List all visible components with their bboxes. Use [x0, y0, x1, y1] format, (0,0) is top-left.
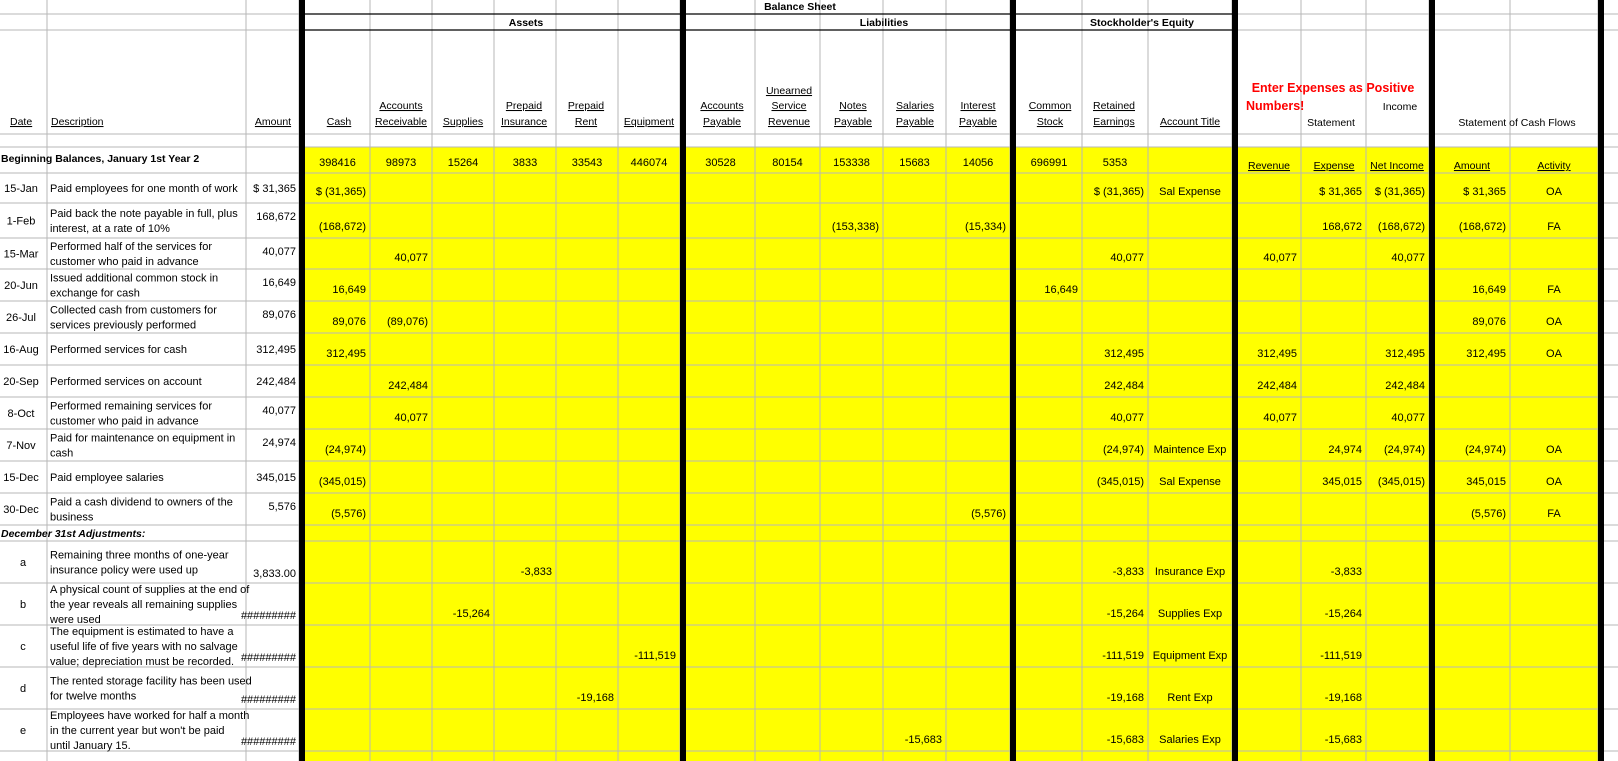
row-amount: 40,077: [262, 405, 296, 417]
row-description: Collected cash from customers for: [50, 304, 217, 317]
row-salaries: -15,683: [904, 734, 942, 746]
header-interest-2: Payable: [959, 116, 997, 128]
row-ni: 40,077: [1391, 252, 1425, 264]
row-description: Employees have worked for half a month: [50, 710, 250, 722]
row-activity: FA: [1547, 508, 1561, 520]
row-rev: 312,495: [1257, 348, 1297, 360]
row-activity: OA: [1546, 476, 1562, 488]
row-ni: (24,974): [1384, 444, 1425, 456]
row-description: useful life of five years with no salvage: [50, 641, 238, 653]
row-cash: 312,495: [326, 348, 366, 360]
row-rev: 40,077: [1263, 252, 1297, 264]
header-account-title: Account Title: [1159, 116, 1221, 128]
assets-group-header: Assets: [508, 17, 544, 29]
row-cash: (168,672): [318, 221, 366, 233]
row-amount: #########: [240, 610, 296, 622]
row-description: Paid for maintenance on equipment in: [50, 432, 236, 445]
row-amount: 24,974: [262, 437, 296, 449]
beginning-notes: 153338: [833, 157, 870, 169]
header-cf-amount: Amount: [1453, 160, 1491, 172]
header-equipment: Equipment: [623, 116, 675, 128]
row-prent: -19,168: [576, 692, 614, 704]
row-description: The equipment is estimated to have a: [50, 626, 234, 638]
row-date: b: [19, 599, 27, 611]
row-amount: 16,649: [262, 277, 296, 289]
row-description: Paid a cash dividend to owners of the: [50, 496, 233, 509]
row-common: 16,649: [1044, 284, 1078, 296]
expense-warning-line1: Enter Expenses as Positive: [1251, 81, 1415, 95]
cash-flows-label: Statement of Cash Flows: [1458, 117, 1576, 129]
beginning-re: 5353: [1102, 157, 1128, 169]
beginning-prent: 33543: [571, 157, 603, 169]
beginning-equip: 446074: [630, 157, 668, 169]
section-divider: [1598, 0, 1604, 761]
row-date: 15-Mar: [3, 248, 39, 261]
row-date: 8-Oct: [7, 408, 35, 420]
row-notes: (153,338): [831, 221, 879, 233]
row-re: $ (31,365): [1093, 186, 1144, 198]
row-description: A physical count of supplies at the end of: [50, 584, 250, 596]
row-description: customer who paid in advance: [50, 256, 199, 268]
row-ar: (89,076): [387, 316, 428, 328]
row-amount: 40,077: [262, 246, 296, 258]
header-ar-1: Accounts: [379, 100, 423, 112]
row-ni: 40,077: [1391, 412, 1425, 424]
row-re: 40,077: [1110, 412, 1144, 424]
beginning-unearned: 80154: [772, 157, 803, 169]
header-description: Description: [51, 116, 104, 128]
adjustments-label: December 31st Adjustments:: [1, 528, 146, 540]
row-cfa: 312,495: [1466, 348, 1506, 360]
row-exp: -111,519: [1320, 650, 1362, 662]
row-amount: 312,495: [256, 344, 296, 356]
income-label: Income: [1382, 101, 1418, 113]
row-description: the year reveals all remaining supplies: [50, 599, 238, 611]
beginning-ap: 30528: [705, 157, 736, 169]
row-description: exchange for cash: [50, 287, 140, 300]
equity-group-header: Stockholder's Equity: [1089, 17, 1195, 29]
header-prepaid-rent-1: Prepaid: [567, 100, 605, 112]
row-description: services previously performed: [50, 319, 197, 332]
row-re: (345,015): [1096, 476, 1144, 488]
row-re: -15,683: [1106, 734, 1144, 746]
header-date: Date: [10, 116, 33, 128]
row-account-title: Salaries Exp: [1159, 734, 1221, 746]
header-activity: Activity: [1537, 160, 1571, 172]
row-description: in the current year but won't be paid: [50, 725, 225, 737]
row-exp: -3,833: [1330, 566, 1362, 578]
row-description: Performed services for cash: [50, 344, 187, 356]
row-ar: 40,077: [394, 412, 428, 424]
row-interest: (15,334): [965, 221, 1006, 233]
row-exp: -19,168: [1324, 692, 1362, 704]
section-divider: [680, 0, 686, 761]
row-ni: 312,495: [1385, 348, 1425, 360]
row-ni: (345,015): [1377, 476, 1425, 488]
highlight-fill: [1435, 147, 1598, 761]
row-equip: -111,519: [634, 650, 676, 662]
row-description: Issued additional common stock in: [50, 272, 219, 285]
header-ap-2: Payable: [703, 116, 741, 128]
row-date: 15-Dec: [3, 472, 39, 484]
row-account-title: Sal Expense: [1159, 186, 1221, 198]
row-date: 15-Jan: [4, 183, 38, 195]
beginning-ar: 98973: [385, 157, 417, 169]
row-date: c: [20, 641, 26, 653]
row-date: 7-Nov: [6, 440, 36, 452]
header-cash: Cash: [326, 116, 352, 128]
row-date: d: [19, 683, 27, 695]
header-prepaid-ins-1: Prepaid: [505, 100, 543, 112]
section-divider: [1429, 0, 1435, 761]
row-exp: -15,683: [1324, 734, 1362, 746]
section-divider: [299, 0, 305, 761]
row-re: (24,974): [1103, 444, 1144, 456]
row-amount: #########: [240, 736, 296, 748]
row-amount: 242,484: [256, 376, 296, 388]
row-description: Paid back the note payable in full, plus: [50, 208, 238, 220]
beginning-common: 696991: [1030, 157, 1068, 169]
row-description: Performed services on account: [50, 376, 202, 388]
header-unearned-2: Service: [771, 100, 807, 112]
header-unearned-1: Unearned: [765, 85, 813, 97]
header-common-2: Stock: [1036, 116, 1064, 128]
beginning-supplies: 15264: [447, 157, 479, 169]
row-date: e: [19, 725, 27, 737]
header-net-income: Net Income: [1370, 160, 1424, 172]
row-date: 1-Feb: [6, 215, 36, 228]
row-ar: 242,484: [388, 380, 428, 392]
row-description: cash: [50, 447, 74, 460]
row-re: -15,264: [1106, 608, 1144, 620]
header-revenue: Revenue: [1247, 160, 1291, 172]
row-cfa: 16,649: [1472, 284, 1506, 296]
header-notes-2: Payable: [834, 116, 872, 128]
row-description: until January 15.: [50, 740, 131, 752]
header-salaries-2: Payable: [896, 116, 934, 128]
header-ar-2: Receivable: [375, 116, 427, 128]
row-cfa: (168,672): [1458, 221, 1506, 233]
row-re: 242,484: [1104, 380, 1144, 392]
row-amount: 89,076: [262, 309, 296, 321]
row-cfa: $ 31,365: [1463, 186, 1506, 198]
row-account-title: Equipment Exp: [1152, 650, 1228, 662]
header-ap-1: Accounts: [700, 100, 744, 112]
row-re: 312,495: [1104, 348, 1144, 360]
row-account-title: Maintence Exp: [1153, 444, 1227, 456]
row-date: 20-Jun: [4, 280, 38, 292]
row-ni: 242,484: [1385, 380, 1425, 392]
balance-sheet-title: Balance Sheet: [764, 1, 836, 13]
row-description: customer who paid in advance: [50, 415, 199, 428]
row-re: 40,077: [1110, 252, 1144, 264]
header-prepaid-rent-2: Rent: [574, 116, 598, 128]
beginning-cash: 398416: [319, 157, 356, 169]
beginning-salaries: 15683: [899, 157, 930, 169]
header-common-1: Common: [1028, 100, 1072, 112]
header-retained-1: Retained: [1092, 100, 1136, 112]
row-date: 26-Jul: [6, 312, 36, 324]
row-activity: FA: [1547, 221, 1561, 233]
row-description: Remaining three months of one-year: [50, 549, 229, 562]
row-exp: 24,974: [1328, 444, 1362, 456]
row-amount: #########: [240, 652, 296, 664]
row-description: The rented storage facility has been used: [50, 675, 252, 688]
header-notes-1: Notes: [839, 100, 867, 112]
row-date: 16-Aug: [3, 344, 39, 356]
row-amount: 168,672: [256, 211, 296, 223]
row-activity: OA: [1546, 316, 1562, 328]
row-pins: -3,833: [520, 566, 552, 578]
row-interest: (5,576): [971, 508, 1006, 520]
row-cfa: 89,076: [1472, 316, 1506, 328]
row-cash: (5,576): [331, 508, 366, 520]
row-re: -19,168: [1106, 692, 1144, 704]
row-description: business: [50, 511, 94, 524]
section-divider: [1232, 0, 1238, 761]
row-exp: 345,015: [1322, 476, 1362, 488]
row-amount: $ 31,365: [253, 183, 296, 195]
row-activity: FA: [1547, 284, 1561, 296]
row-description: for twelve months: [50, 690, 137, 703]
header-unearned-3: Revenue: [767, 116, 811, 128]
row-supplies: -15,264: [452, 608, 490, 620]
row-cfa: (24,974): [1465, 444, 1506, 456]
row-description: were used: [50, 614, 101, 626]
row-cash: $ (31,365): [315, 186, 366, 198]
row-amount: 345,015: [256, 472, 296, 484]
row-description: Performed remaining services for: [50, 400, 213, 413]
row-activity: OA: [1546, 348, 1562, 360]
row-cfa: 345,015: [1466, 476, 1506, 488]
row-exp: $ 31,365: [1319, 186, 1362, 198]
row-account-title: Insurance Exp: [1154, 566, 1226, 578]
row-rev: 40,077: [1263, 412, 1297, 424]
header-prepaid-ins-2: Insurance: [500, 116, 548, 128]
row-rev: 242,484: [1257, 380, 1297, 392]
row-activity: OA: [1546, 444, 1562, 456]
row-amount: 5,576: [268, 501, 296, 513]
row-description: Paid employees for one month of work: [50, 183, 238, 195]
row-ni: $ (31,365): [1374, 186, 1425, 198]
row-date: a: [19, 557, 27, 569]
row-description: interest, at a rate of 10%: [50, 223, 170, 235]
header-expense: Expense: [1313, 160, 1355, 172]
row-account-title: Rent Exp: [1167, 692, 1213, 704]
beginning-interest: 14056: [962, 157, 994, 169]
row-cash: (345,015): [318, 476, 366, 488]
row-cfa: (5,576): [1471, 508, 1506, 520]
highlight-fill: [686, 147, 1010, 761]
row-amount: #########: [240, 694, 296, 706]
row-exp: 168,672: [1322, 221, 1362, 233]
header-supplies: Supplies: [442, 116, 484, 128]
row-description: insurance policy were used up: [50, 564, 198, 577]
row-ar: 40,077: [394, 252, 428, 264]
liabilities-group-header: Liabilities: [859, 17, 909, 29]
row-activity: OA: [1546, 186, 1562, 198]
header-salaries-1: Salaries: [896, 100, 934, 112]
beginning-balances-label: Beginning Balances, January 1st Year 2: [1, 153, 200, 165]
row-description: value; depreciation must be recorded.: [50, 656, 235, 668]
row-cash: 16,649: [332, 284, 366, 296]
row-re: -111,519: [1102, 650, 1144, 662]
row-date: 20-Sep: [3, 376, 39, 388]
row-description: Paid employee salaries: [50, 472, 164, 484]
row-amount: 3,833.00: [253, 568, 296, 580]
row-re: -3,833: [1112, 566, 1144, 578]
header-retained-2: Earnings: [1093, 116, 1135, 128]
row-account-title: Sal Expense: [1159, 476, 1221, 488]
row-exp: -15,264: [1324, 608, 1362, 620]
row-cash: 89,076: [332, 316, 366, 328]
section-divider: [1010, 0, 1016, 761]
expense-warning-line2: Numbers!: [1246, 99, 1305, 113]
statement-label: Statement: [1307, 117, 1355, 129]
beginning-pins: 3833: [512, 157, 538, 169]
row-description: Performed half of the services for: [50, 241, 213, 253]
row-account-title: Supplies Exp: [1157, 608, 1223, 620]
header-amount: Amount: [254, 116, 292, 128]
row-ni: (168,672): [1377, 221, 1425, 233]
header-interest-1: Interest: [960, 100, 996, 112]
row-cash: (24,974): [325, 444, 366, 456]
row-date: 30-Dec: [3, 504, 39, 516]
